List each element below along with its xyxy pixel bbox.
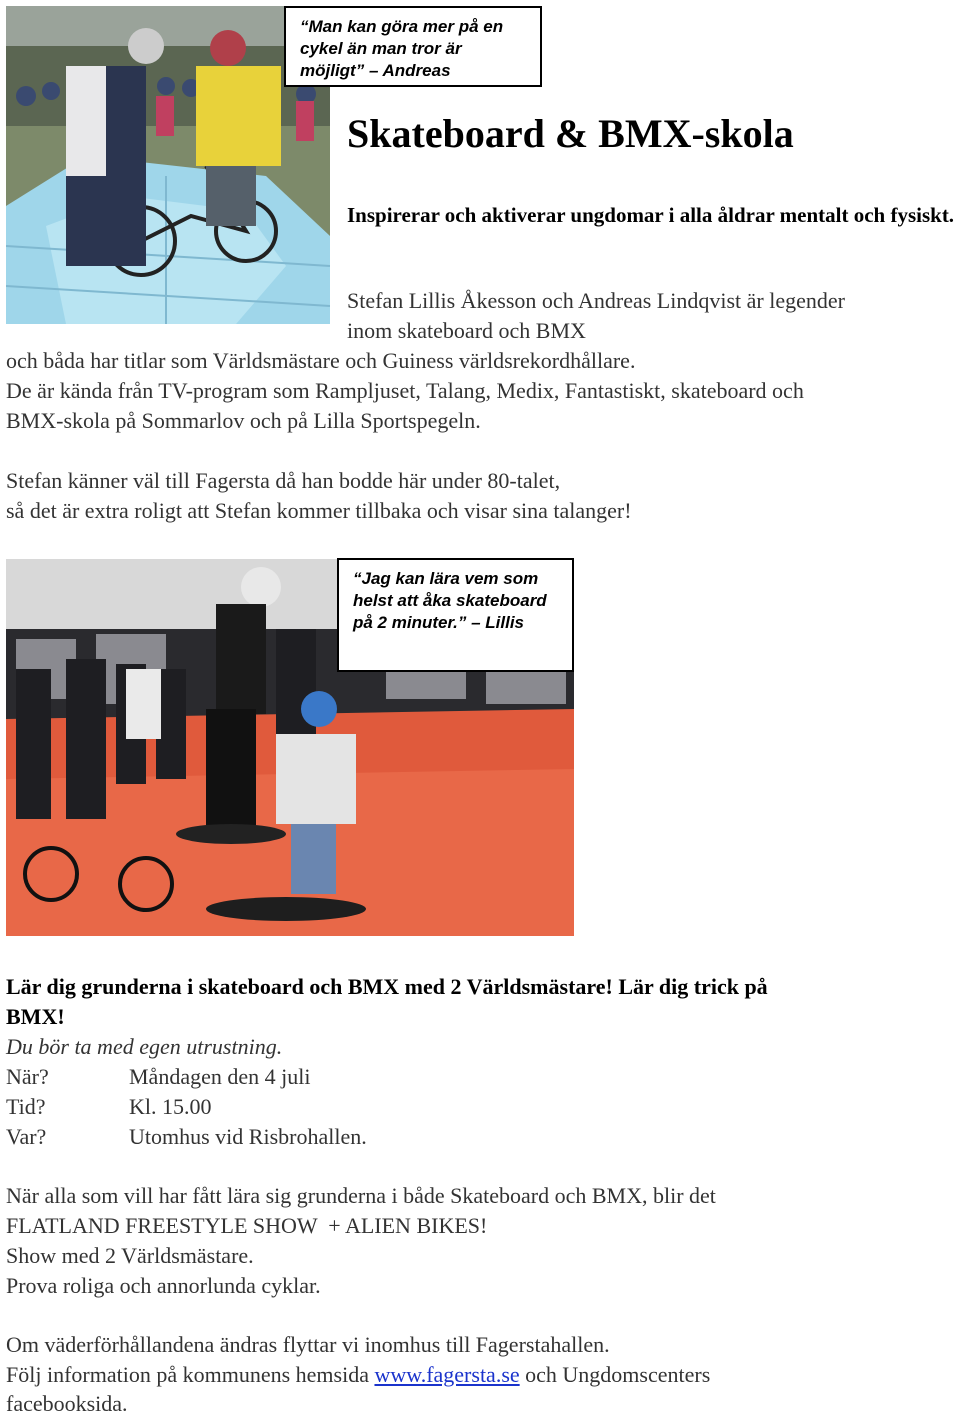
show-line-1: När alla som vill har fått lära sig grunderna i både Skateboard och BMX, blir det: [6, 1183, 716, 1208]
stefan-line-1: Stefan känner väl till Fagersta då han bodde här under 80-talet,: [6, 468, 561, 493]
footer-line-1: Om väderförhållandena ändras flyttar vi inomhus till Fagerstahallen.: [6, 1332, 610, 1357]
quote-andreas: “Man kan göra mer på en cykel än man tror är möjligt” – Andreas: [284, 6, 542, 87]
equipment-note: Du bör ta med egen utrustning.: [6, 1034, 283, 1059]
detail-when-label: När?: [6, 1064, 49, 1089]
quote-andreas-author: Andreas: [382, 61, 451, 80]
show-line-4: Prova roliga och annorlunda cyklar.: [6, 1273, 321, 1298]
intro-line-3: och båda har titlar som Världsmästare och Guiness världsrekordhållare.: [6, 348, 636, 373]
detail-where-label: Var?: [6, 1124, 47, 1149]
lead-text-content: Inspirerar och aktiverar ungdomar i alla åldrar mentalt och fysiskt.: [347, 203, 955, 227]
intro-line-1: Stefan Lillis Åkesson och Andreas Lindqvist är legender: [347, 288, 845, 313]
intro-line-5: BMX-skola på Sommarlov och på Lilla Sportspegeln.: [6, 408, 481, 433]
show-line-2: FLATLAND FREESTYLE SHOW + ALIEN BIKES!: [6, 1213, 488, 1238]
fagersta-link[interactable]: www.fagersta.se: [374, 1362, 520, 1387]
bmx-photo: [6, 6, 330, 324]
quote-lillis: “Jag kan lära vem som helst att åka skateboard på 2 minuter.” – Lillis: [337, 558, 574, 672]
stefan-line-2: så det är extra roligt att Stefan kommer tillbaka och visar sina talanger!: [6, 498, 632, 523]
intro-line-4: De är kända från TV-program som Rampljuset, Talang, Medix, Fantastiskt, skateboard och: [6, 378, 804, 403]
footer-line-3: facebooksida.: [6, 1391, 128, 1416]
detail-when: [6, 1062, 310, 1092]
detail-when-value: Måndagen den 4 juli: [129, 1064, 311, 1089]
footer-suffix: och Ungdomscenters: [519, 1362, 711, 1387]
lead-text: [347, 200, 959, 231]
event-headline-line-1: Lär dig grunderna i skateboard och BMX med 2 Världsmästare! Lär dig trick på: [6, 974, 768, 999]
quote-lillis-author: Lillis: [485, 613, 525, 632]
footer-line-2: [6, 1360, 710, 1390]
quote-lillis-text: Jag kan lära vem som helst att åka skateboard på 2 minuter.: [353, 569, 547, 632]
detail-time-value: Kl. 15.00: [129, 1094, 212, 1119]
quote-andreas-text: Man kan göra mer på en cykel än man tror är möjligt: [300, 17, 504, 80]
detail-where-value: Utomhus vid Risbrohallen.: [129, 1124, 367, 1149]
footer-prefix: Följ information på kommunens hemsida: [6, 1362, 375, 1387]
intro-line-2: inom skateboard och BMX: [347, 318, 586, 343]
detail-time-label: Tid?: [6, 1094, 46, 1119]
detail-time: [6, 1092, 212, 1122]
page-title: Skateboard & BMX-skola: [347, 111, 794, 156]
event-headline-line-2: BMX!: [6, 1004, 65, 1029]
detail-where: [6, 1122, 367, 1152]
show-line-3: Show med 2 Världsmästare.: [6, 1243, 254, 1268]
